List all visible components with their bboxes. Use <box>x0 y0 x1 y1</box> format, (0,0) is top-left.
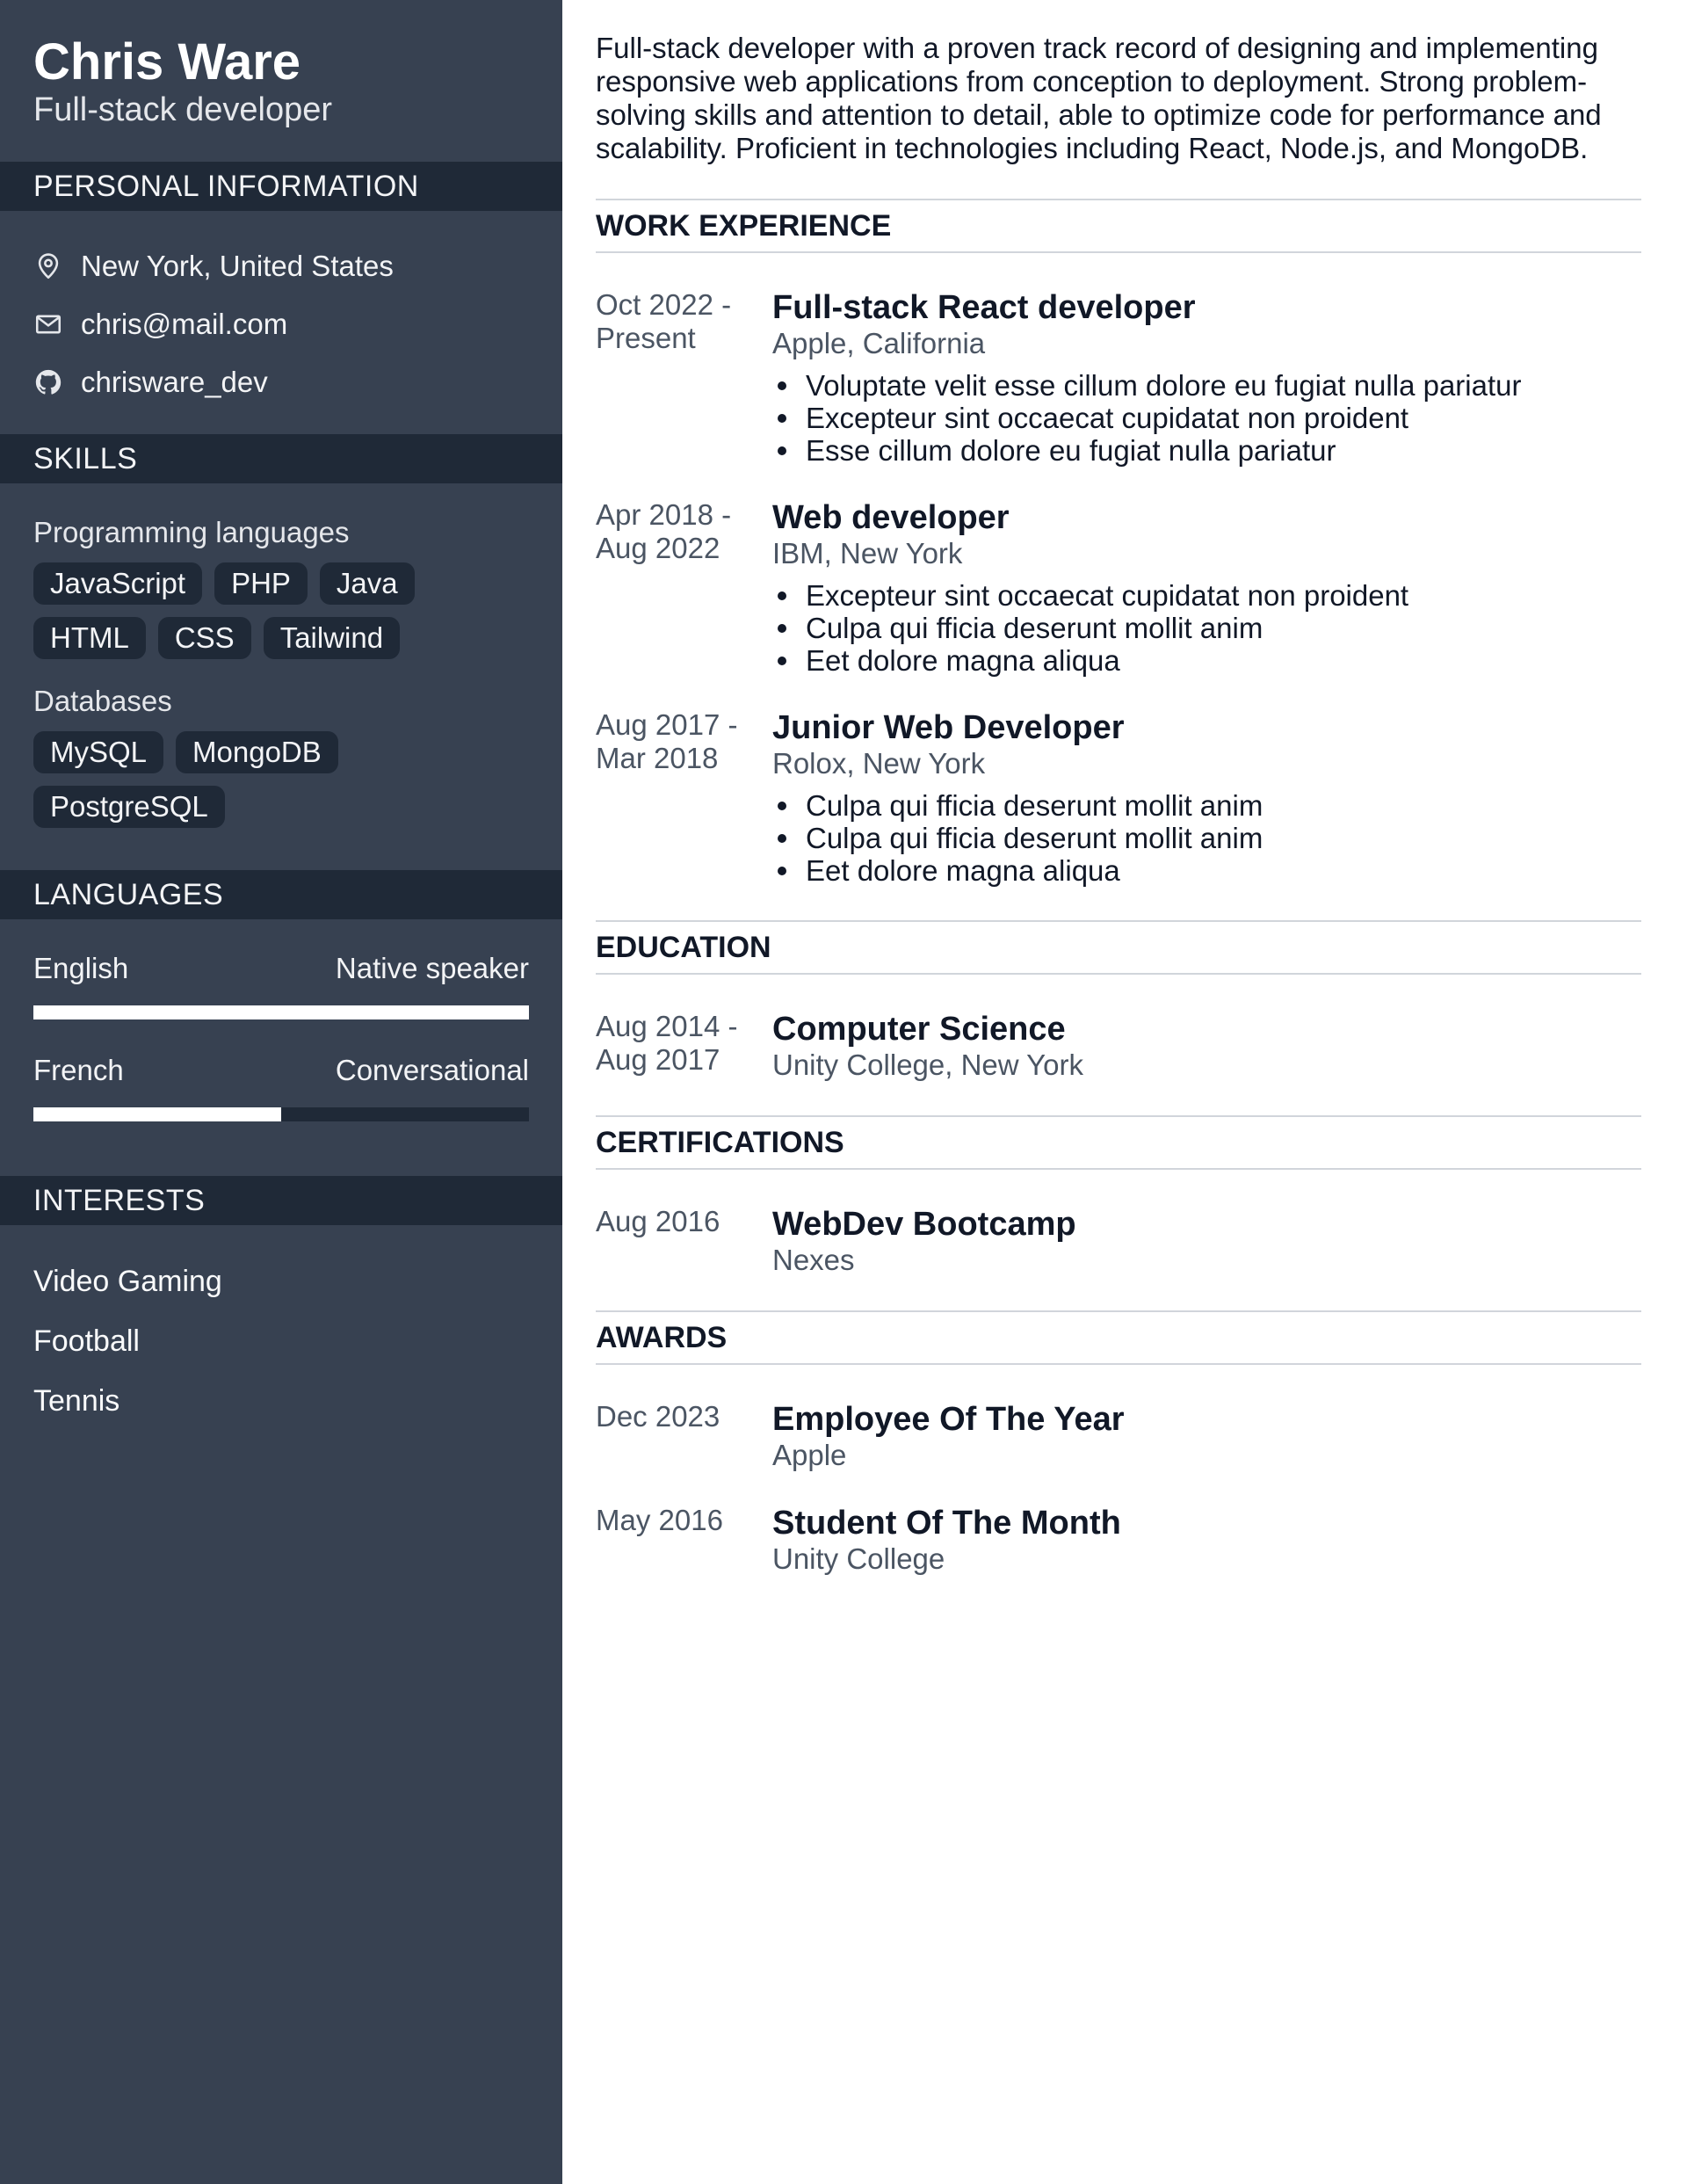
skill-group-label: Programming languages <box>33 516 350 548</box>
entry-date-end: Aug 2022 <box>596 532 720 564</box>
entry-title: Web developer <box>772 499 1010 536</box>
language-level: Conversational <box>335 1054 529 1086</box>
entry-date-end: Present <box>596 322 696 354</box>
interests-list <box>0 1225 562 1457</box>
entry-date <box>596 1010 772 1082</box>
language-proficiency-fill <box>33 1107 281 1121</box>
contact-github[interactable] <box>33 353 529 411</box>
entry-date <box>596 1504 772 1576</box>
entry-title: Student Of The Month <box>772 1505 1121 1542</box>
entry-title: Computer Science <box>772 1011 1066 1048</box>
contact-list <box>0 211 562 434</box>
entry-bullet: Culpa qui fficia deserunt mollit anim <box>772 789 1641 822</box>
entry-bullets <box>772 789 1641 887</box>
entry-title: Full-stack React developer <box>772 289 1196 326</box>
entry-subtitle: Rolox, New York <box>772 747 986 780</box>
skill-chip: MySQL <box>33 731 163 773</box>
language-proficiency-bar <box>33 1107 529 1121</box>
entry-date-start: Aug 2014 - <box>596 1010 738 1042</box>
entry-date-end: Mar 2018 <box>596 742 719 774</box>
skills-block <box>0 483 562 870</box>
skill-chip: HTML <box>33 617 146 659</box>
language-name: English <box>33 952 129 984</box>
contact-github-text[interactable]: chrisware_dev <box>81 366 268 398</box>
entry-subtitle: Unity College, New York <box>772 1048 1084 1081</box>
entry-subtitle: Unity College <box>772 1542 945 1575</box>
section-heading-interests: INTERESTS <box>0 1176 562 1225</box>
section-heading-education: EDUCATION <box>596 920 1641 975</box>
skill-chip: PHP <box>214 562 308 605</box>
contact-email[interactable] <box>33 295 529 353</box>
contact-email-text[interactable]: chris@mail.com <box>81 308 288 340</box>
language-proficiency-bar <box>33 1005 529 1019</box>
skill-chips-databases <box>33 731 529 828</box>
entry-bullets <box>772 369 1641 467</box>
candidate-role: Full-stack developer <box>33 91 333 128</box>
entry-subtitle: Apple, California <box>772 327 986 359</box>
work-entry <box>596 288 1641 467</box>
language-item <box>33 949 529 1019</box>
entry-bullet: Eet dolore magna aliqua <box>772 854 1641 887</box>
interest-item: Football <box>33 1324 140 1358</box>
education-entry <box>596 1010 1641 1082</box>
skill-chip: CSS <box>158 617 251 659</box>
skill-chip: Tailwind <box>264 617 400 659</box>
skill-chips-programming <box>33 562 529 659</box>
location-pin-icon <box>33 251 63 281</box>
skill-chip: Java <box>320 562 415 605</box>
entry-bullet: Culpa qui fficia deserunt mollit anim <box>772 612 1641 644</box>
languages-block <box>0 919 562 1176</box>
certification-entries <box>596 1170 1641 1277</box>
entry-title: Employee Of The Year <box>772 1401 1125 1438</box>
language-name: French <box>33 1054 124 1086</box>
entry-subtitle: IBM, New York <box>772 537 963 570</box>
work-entries <box>596 253 1641 887</box>
entry-date <box>596 1205 772 1277</box>
interest-item: Tennis <box>33 1384 120 1418</box>
entry-date-start: Aug 2017 - <box>596 708 738 741</box>
entry-subtitle: Apple <box>772 1439 847 1471</box>
section-heading-work: WORK EXPERIENCE <box>596 199 1641 253</box>
skill-chip: JavaScript <box>33 562 202 605</box>
skill-chip: PostgreSQL <box>33 786 225 828</box>
entry-bullet: Eet dolore magna aliqua <box>772 644 1641 677</box>
skill-group-label: Databases <box>33 685 172 717</box>
award-entry <box>596 1400 1641 1472</box>
award-entries <box>596 1365 1641 1576</box>
entry-date <box>596 1400 772 1472</box>
section-heading-personal: PERSONAL INFORMATION <box>0 162 562 211</box>
section-heading-skills: SKILLS <box>0 434 562 483</box>
award-entry <box>596 1504 1641 1576</box>
entry-bullet: Excepteur sint occaecat cupidatat non proident <box>772 402 1641 434</box>
section-heading-certifications: CERTIFICATIONS <box>596 1115 1641 1170</box>
entry-title: Junior Web Developer <box>772 709 1125 746</box>
main-content <box>562 0 1687 2184</box>
sidebar <box>0 0 562 2184</box>
entry-date-end: Aug 2017 <box>596 1043 720 1076</box>
entry-date <box>596 498 772 677</box>
entry-bullet: Voluptate velit esse cillum dolore eu fugiat nulla pariatur <box>772 369 1641 402</box>
entry-date-start: Aug 2016 <box>596 1205 720 1237</box>
entry-title: WebDev Bootcamp <box>772 1206 1076 1243</box>
section-heading-languages: LANGUAGES <box>0 870 562 919</box>
contact-location-text: New York, United States <box>81 250 394 282</box>
mail-icon <box>33 309 63 339</box>
skill-chip: MongoDB <box>176 731 338 773</box>
certification-entry <box>596 1205 1641 1277</box>
entry-bullet: Excepteur sint occaecat cupidatat non proident <box>772 579 1641 612</box>
section-heading-awards: AWARDS <box>596 1310 1641 1365</box>
entry-date-start: May 2016 <box>596 1504 723 1536</box>
interest-item: Video Gaming <box>33 1265 222 1298</box>
entry-subtitle: Nexes <box>772 1244 855 1276</box>
language-level: Native speaker <box>335 952 529 984</box>
language-item <box>33 1051 529 1121</box>
entry-date <box>596 708 772 887</box>
profile-summary: Full-stack developer with a proven track record of designing and implementing responsive web applications from conception to deployment. Strong problem-solving skills and attention to detail, able to optimize code for performance and scalability. Proficient in technologies including React, Node.js, and MongoDB. <box>596 32 1602 164</box>
work-entry <box>596 498 1641 677</box>
entry-bullet: Culpa qui fficia deserunt mollit anim <box>772 822 1641 854</box>
work-entry <box>596 708 1641 887</box>
entry-date-start: Apr 2018 - <box>596 498 732 531</box>
entry-bullets <box>772 579 1641 677</box>
entry-date-start: Dec 2023 <box>596 1400 720 1433</box>
github-icon <box>33 367 63 397</box>
candidate-name: Chris Ware <box>33 33 301 91</box>
entry-date-start: Oct 2022 - <box>596 288 732 321</box>
language-proficiency-fill <box>33 1005 529 1019</box>
contact-location <box>33 237 529 295</box>
education-entries <box>596 975 1641 1082</box>
entry-date <box>596 288 772 467</box>
entry-bullet: Esse cillum dolore eu fugiat nulla pariatur <box>772 434 1641 467</box>
